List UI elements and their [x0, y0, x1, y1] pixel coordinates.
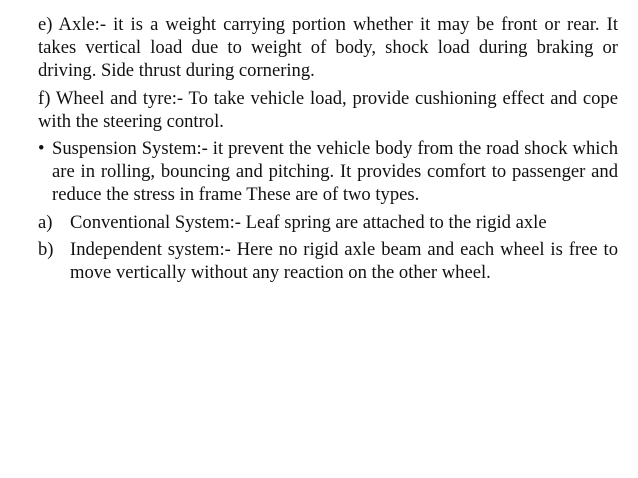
slide-content	[38, 13, 618, 288]
list-item-text: Conventional System:- Leaf spring are attached to the rigid axle	[70, 211, 547, 233]
list-marker: a)	[38, 211, 53, 233]
bullet-suspension-system	[38, 137, 618, 207]
list-item-independent-system	[38, 238, 618, 284]
list-marker: b)	[38, 238, 54, 260]
list-item-text: Independent system:- Here no rigid axle beam and each wheel is free to move vertically without any reaction on the other wheel.	[70, 238, 618, 284]
list-item-conventional-system	[38, 211, 618, 234]
bullet-text: Suspension System:- it prevent the vehicle body from the road shock which are in rolling, bouncing and pitching. It provides comfort to passenger and reduce the stress in frame These are of two types.	[52, 138, 618, 206]
bullet-marker: •	[38, 138, 45, 160]
paragraph-axle: e) Axle:- it is a weight carrying portion whether it may be front or rear. It takes vertical load due to weight of body, shock load during braking or driving. Side thrust during cornering.	[38, 14, 618, 82]
paragraph-wheel-and-tyre: f) Wheel and tyre:- To take vehicle load, provide cushioning effect and cope with the steering control.	[38, 87, 618, 132]
